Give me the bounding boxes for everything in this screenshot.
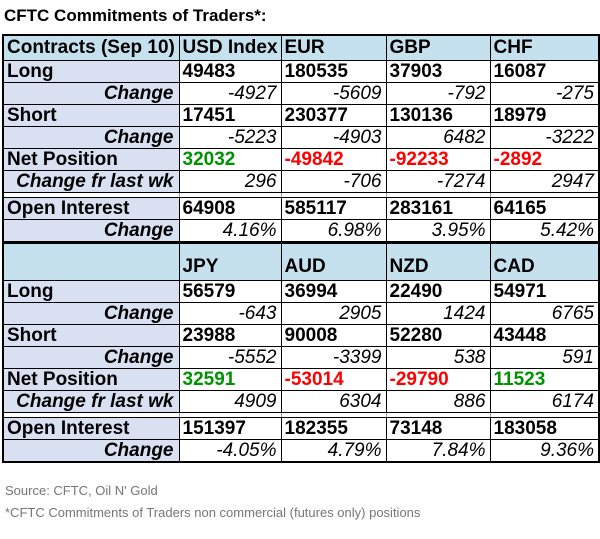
data-cell: -29790: [386, 369, 490, 391]
cot-table-others: [2, 243, 600, 463]
data-cell: -5609: [281, 83, 386, 105]
row-label: Change: [3, 83, 179, 105]
data-cell: 49483: [179, 61, 281, 83]
data-cell: 11523: [490, 369, 599, 391]
data-cell: 6765: [490, 303, 599, 325]
data-cell: -4.05%: [179, 440, 281, 463]
table-row: [3, 440, 599, 463]
data-cell: 9.36%: [490, 440, 599, 463]
currency-header-cell: EUR: [281, 35, 386, 61]
table-row: [3, 303, 599, 325]
data-cell: 18979: [490, 105, 599, 127]
data-cell: 37903: [386, 61, 490, 83]
data-cell: -3222: [490, 127, 599, 149]
row-header-cell: [3, 244, 179, 281]
data-cell: -792: [386, 83, 490, 105]
definition-note: *CFTC Commitments of Traders non commercial (futures only) positions: [5, 505, 421, 520]
data-cell: 180535: [281, 61, 386, 83]
data-cell: 73148: [386, 418, 490, 440]
table-row: [3, 83, 599, 105]
data-cell: 2947: [490, 171, 599, 193]
table-row: [3, 61, 599, 83]
row-label: Change: [3, 303, 179, 325]
data-cell: 230377: [281, 105, 386, 127]
table-row: [3, 391, 599, 413]
table-row: [3, 418, 599, 440]
data-cell: -275: [490, 83, 599, 105]
data-cell: -5552: [179, 347, 281, 369]
footer: [5, 480, 600, 524]
data-cell: 6304: [281, 391, 386, 413]
data-cell: 7.84%: [386, 440, 490, 463]
currency-header-cell: CHF: [490, 35, 599, 61]
data-cell: -4927: [179, 83, 281, 105]
data-cell: 182355: [281, 418, 386, 440]
source-note: Source: CFTC, Oil N' Gold: [5, 483, 158, 498]
data-cell: 538: [386, 347, 490, 369]
table-row: [3, 325, 599, 347]
data-cell: 17451: [179, 105, 281, 127]
data-cell: 43448: [490, 325, 599, 347]
data-cell: -92233: [386, 149, 490, 171]
row-label: Net Position: [3, 369, 179, 391]
data-cell: 64908: [179, 198, 281, 220]
row-label: Long: [3, 61, 179, 83]
data-cell: -53014: [281, 369, 386, 391]
data-cell: 4.16%: [179, 220, 281, 243]
table-row: [3, 198, 599, 220]
currency-header-cell: JPY: [179, 244, 281, 281]
data-cell: 36994: [281, 281, 386, 303]
table-row: [3, 220, 599, 243]
data-cell: 4.79%: [281, 440, 386, 463]
data-cell: 283161: [386, 198, 490, 220]
data-cell: 183058: [490, 418, 599, 440]
data-cell: 3.95%: [386, 220, 490, 243]
row-label: Long: [3, 281, 179, 303]
table-row: [3, 369, 599, 391]
data-cell: -706: [281, 171, 386, 193]
table-row: [3, 347, 599, 369]
data-cell: 4909: [179, 391, 281, 413]
data-cell: 16087: [490, 61, 599, 83]
data-cell: -2892: [490, 149, 599, 171]
data-cell: -5223: [179, 127, 281, 149]
row-label: Short: [3, 105, 179, 127]
row-header-cell: Contracts (Sep 10): [3, 35, 179, 61]
row-label: Change fr last wk: [3, 171, 179, 193]
data-cell: 32591: [179, 369, 281, 391]
currency-header-cell: AUD: [281, 244, 386, 281]
data-cell: 52280: [386, 325, 490, 347]
data-cell: -3399: [281, 347, 386, 369]
data-cell: 6.98%: [281, 220, 386, 243]
header-row: [3, 244, 599, 281]
data-cell: 296: [179, 171, 281, 193]
data-cell: 1424: [386, 303, 490, 325]
table-row: [3, 281, 599, 303]
currency-header-cell: NZD: [386, 244, 490, 281]
row-label: Change: [3, 220, 179, 243]
data-cell: 32032: [179, 149, 281, 171]
table-row: [3, 105, 599, 127]
data-cell: 585117: [281, 198, 386, 220]
row-label: Open Interest: [3, 198, 179, 220]
data-cell: 5.42%: [490, 220, 599, 243]
data-cell: 6174: [490, 391, 599, 413]
data-cell: -7274: [386, 171, 490, 193]
table-row: [3, 171, 599, 193]
currency-header-cell: USD Index: [179, 35, 281, 61]
data-cell: 56579: [179, 281, 281, 303]
data-cell: 6482: [386, 127, 490, 149]
data-cell: 22490: [386, 281, 490, 303]
data-cell: 151397: [179, 418, 281, 440]
data-cell: 886: [386, 391, 490, 413]
row-label: Change: [3, 347, 179, 369]
data-cell: 90008: [281, 325, 386, 347]
data-cell: -643: [179, 303, 281, 325]
data-cell: 23988: [179, 325, 281, 347]
row-label: Open Interest: [3, 418, 179, 440]
data-cell: 130136: [386, 105, 490, 127]
row-label: Change fr last wk: [3, 391, 179, 413]
currency-header-cell: GBP: [386, 35, 490, 61]
data-cell: -4903: [281, 127, 386, 149]
cot-table-majors: [2, 34, 600, 243]
row-label: Change: [3, 440, 179, 463]
table-row: [3, 127, 599, 149]
row-label: Change: [3, 127, 179, 149]
data-cell: 2905: [281, 303, 386, 325]
row-label: Short: [3, 325, 179, 347]
table-row: [3, 149, 599, 171]
data-cell: 64165: [490, 198, 599, 220]
row-label: Net Position: [3, 149, 179, 171]
data-cell: 54971: [490, 281, 599, 303]
page-title: CFTC Commitments of Traders*:: [4, 6, 267, 25]
currency-header-cell: CAD: [490, 244, 599, 281]
data-cell: -49842: [281, 149, 386, 171]
data-cell: 591: [490, 347, 599, 369]
header-row: [3, 35, 599, 61]
